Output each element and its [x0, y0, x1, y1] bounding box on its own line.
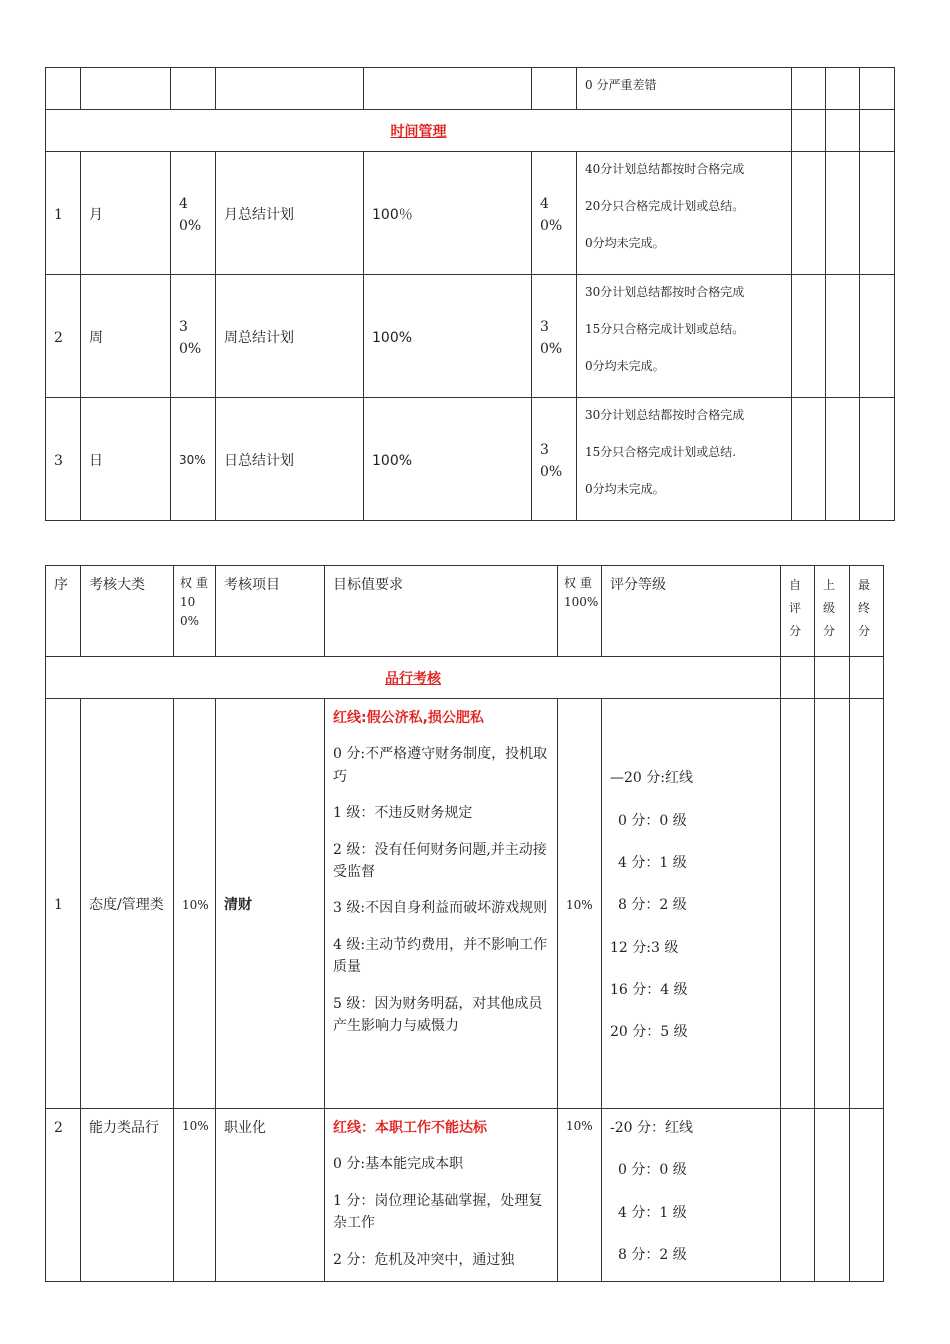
- final-score-cell[interactable]: [850, 699, 884, 1109]
- criteria-line: 0分均未完成。: [585, 236, 665, 251]
- grade-line: 16 分：4 级: [610, 982, 688, 999]
- weight2-cell: 10%: [566, 1119, 593, 1133]
- self-score-cell[interactable]: [781, 1109, 815, 1282]
- header-target: 目标值要求: [333, 577, 403, 593]
- header-row: [46, 566, 884, 657]
- level-line: 1 分：岗位理论基础掌握，处理复杂工作: [333, 1192, 543, 1232]
- criteria-line: 0分均未完成。: [585, 482, 665, 497]
- criteria-cell: [577, 398, 791, 504]
- grade-cell: [602, 759, 780, 1048]
- table-row: [46, 152, 895, 275]
- weight2-cell: 30%: [540, 441, 563, 480]
- target-cell: 100%: [372, 452, 413, 469]
- time-management-table: [45, 67, 895, 521]
- grade-line: 0 分：0 级: [618, 1162, 687, 1179]
- header-self-score: 自评分: [789, 578, 802, 638]
- redline-text: 红线:假公济私,损公肥私: [333, 710, 484, 726]
- weight2-cell: 10%: [566, 897, 593, 912]
- grade-line: -20 分：红线: [610, 1120, 693, 1136]
- criteria-cell: [577, 152, 791, 258]
- conduct-assessment-table: [45, 565, 884, 1282]
- weight-cell: 30%: [179, 453, 206, 468]
- grade-line: 12 分:3 级: [610, 939, 679, 956]
- superior-score-cell[interactable]: [815, 1109, 850, 1282]
- level-line: 5 级：因为财务明磊，对其他成员产生影响力与威慑力: [333, 995, 543, 1034]
- target-cell: 100%: [372, 329, 413, 346]
- self-score-cell[interactable]: [792, 275, 826, 398]
- table-row: [46, 275, 895, 398]
- level-line: 2 级：没有任何财务问题,并主动接受监督: [333, 841, 547, 880]
- row-number: 3: [54, 452, 63, 469]
- weight-cell: 10%: [182, 1119, 209, 1133]
- level-line: 3 级:不因自身利益而破坏游戏规则: [333, 900, 548, 917]
- item-cell: 日总结计划: [224, 452, 294, 469]
- final-score-cell[interactable]: [860, 275, 895, 398]
- superior-score-cell[interactable]: [826, 152, 860, 275]
- grade-line: —20 分:红线: [610, 770, 693, 787]
- header-grade: 评分等级: [610, 577, 666, 593]
- target-cell: [325, 699, 557, 1041]
- weight-cell: 40%: [179, 195, 202, 234]
- self-score-cell[interactable]: [792, 152, 826, 275]
- row-number: 1: [54, 206, 63, 223]
- row-number: 2: [54, 1120, 63, 1136]
- target-cell: 100％: [372, 206, 413, 223]
- criteria-cell: 0 分严重差错: [585, 78, 657, 92]
- table-row: [46, 699, 884, 1109]
- item-cell: 月总结计划: [224, 206, 294, 223]
- criteria-line: 30分计划总结都按时合格完成: [585, 285, 745, 299]
- level-line: 0 分:不严格遵守财务制度，投机取巧: [333, 746, 548, 785]
- final-score-cell[interactable]: [860, 68, 895, 110]
- table-row: [46, 398, 895, 521]
- grade-line: 8 分：2 级: [618, 1247, 687, 1264]
- grade-line: 0 分：0 级: [618, 812, 687, 829]
- superior-score-cell[interactable]: [826, 68, 860, 110]
- self-score-cell[interactable]: [781, 699, 815, 1109]
- header-weight2: 权 重100%: [564, 576, 599, 610]
- level-line: 4 级:主动节约费用，并不影响工作质量: [333, 936, 548, 976]
- grade-cell: [602, 1109, 780, 1271]
- criteria-line: 20分只合格完成计划或总结。: [585, 199, 745, 214]
- grade-line: 4 分：1 级: [618, 1204, 687, 1221]
- item-cell: 清财: [224, 897, 252, 914]
- criteria-line: 15分只合格完成计划或总结.: [585, 445, 737, 460]
- table-row: [46, 68, 895, 110]
- grade-line: 4 分：1 级: [618, 854, 687, 871]
- section-row: [46, 110, 895, 152]
- weight-cell: 30%: [179, 318, 202, 357]
- redline-text: 红线：本职工作不能达标: [333, 1120, 487, 1136]
- item-cell: 周总结计划: [224, 329, 294, 346]
- table-row: [46, 1109, 884, 1282]
- self-score-cell[interactable]: [792, 398, 826, 521]
- category-cell: 周: [89, 329, 103, 346]
- criteria-line: 40分计划总结都按时合格完成: [585, 162, 745, 176]
- header-superior-score: 上级分: [823, 578, 836, 638]
- target-cell: [325, 1109, 557, 1278]
- final-score-cell[interactable]: [860, 152, 895, 275]
- criteria-line: 15分只合格完成计划或总结。: [585, 322, 745, 337]
- weight-cell: 10%: [182, 897, 209, 912]
- grade-line: 20 分：5 级: [610, 1024, 688, 1041]
- header-item: 考核项目: [224, 577, 280, 593]
- superior-score-cell[interactable]: [815, 699, 850, 1109]
- category-cell: 月: [89, 206, 103, 223]
- category-cell: 日: [89, 452, 103, 469]
- level-line: 2 分：危机及冲突中，通过独: [333, 1251, 515, 1268]
- section-title: 品行考核: [385, 670, 441, 687]
- final-score-cell[interactable]: [850, 1109, 884, 1282]
- level-line: 1 级：不违反财务规定: [333, 805, 473, 822]
- criteria-line: 30分计划总结都按时合格完成: [585, 408, 745, 422]
- weight2-cell: 40%: [540, 195, 563, 234]
- final-score-cell[interactable]: [860, 398, 895, 521]
- superior-score-cell[interactable]: [826, 275, 860, 398]
- header-final-score: 最终分: [858, 578, 871, 638]
- level-line: 0 分:基本能完成本职: [333, 1156, 464, 1173]
- category-cell: 能力类品行: [89, 1120, 159, 1136]
- self-score-cell[interactable]: [792, 68, 826, 110]
- row-number: 2: [54, 329, 63, 346]
- section-title: 时间管理: [390, 123, 447, 140]
- section-row: [46, 657, 884, 699]
- header-no: 序: [54, 577, 68, 593]
- category-cell: 态度/管理类: [89, 897, 164, 914]
- weight2-cell: 30%: [540, 318, 563, 357]
- header-category: 考核大类: [89, 577, 145, 593]
- row-number: 1: [54, 897, 63, 914]
- header-weight: 权 重100%: [180, 576, 208, 629]
- criteria-line: 0分均未完成。: [585, 359, 665, 374]
- superior-score-cell[interactable]: [826, 398, 860, 521]
- grade-line: 8 分：2 级: [618, 897, 687, 914]
- item-cell: 职业化: [224, 1120, 266, 1136]
- criteria-cell: [577, 275, 791, 381]
